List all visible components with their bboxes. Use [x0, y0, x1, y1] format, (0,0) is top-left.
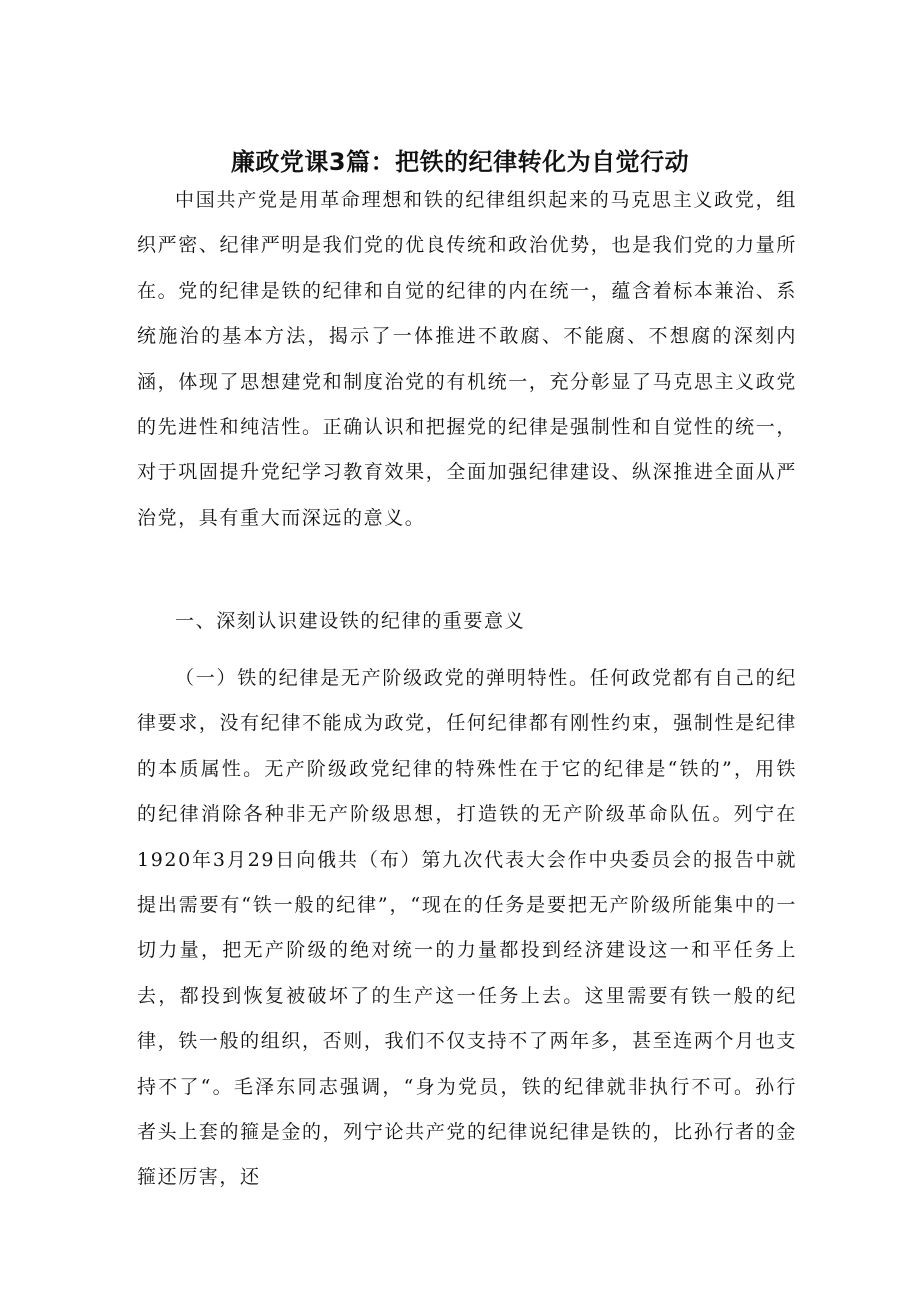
section-heading-1: 一、深刻认识建设铁的纪律的重要意义: [175, 610, 526, 632]
document-title: 廉政党课3篇：把铁的纪律转化为自觉行动: [230, 148, 690, 176]
intro-paragraph: 中国共产党是用革命理想和铁的纪律组织起来的马克思主义政党，组织严密、纪律严明是我们党的优良传统和政治优势，也是我们党的力量所在。党的纪律是铁的纪律和自觉的纪律的内在统一，蕴含着标本兼治、系统施治的基本方法，揭示了一体推进不敢腐、不能腐、不想腐的深刻内涵，体现了思想建党和制度治党的有机统一，充分彰显了马克思主义政党的先进性和纯洁性。正确认识和把握党的纪律是强制性和自觉性的统一，对于巩固提升党纪学习教育效果，全面加强纪律建设、纵深推进全面从严治党，具有重大而深远的意义。: [137, 189, 797, 529]
section-1-paragraph-1: （一）铁的纪律是无产阶级政党的弹明特性。任何政党都有自己的纪律要求，没有纪律不能成为政党，任何纪律都有刚性约束，强制性是纪律的本质属性。无产阶级政党纪律的特殊性在于它的纪律是“铁的”，用铁的纪律消除各种非无产阶级思想，打造铁的无产阶级革命队伍。列宁在1920年3月29日向俄共（布）第九次代表大会作中央委员会的报告中就提出需要有“铁一般的纪律”，“现在的任务是要把无产阶级所能集中的一切力量，把无产阶级的绝对统一的力量都投到经济建设这一和平任务上去，都投到恢复被破坏了的生产这一任务上去。这里需要有铁一般的纪律，铁一般的组织，否则，我们不仅支持不了两年多，甚至连两个月也支持不了“。毛泽东同志强调，“身为党员，铁的纪律就非执行不可。孙行者头上套的箍是金的，列宁论共产党的纪律说纪律是铁的，比孙行者的金箍还厉害，还: [137, 667, 797, 1189]
